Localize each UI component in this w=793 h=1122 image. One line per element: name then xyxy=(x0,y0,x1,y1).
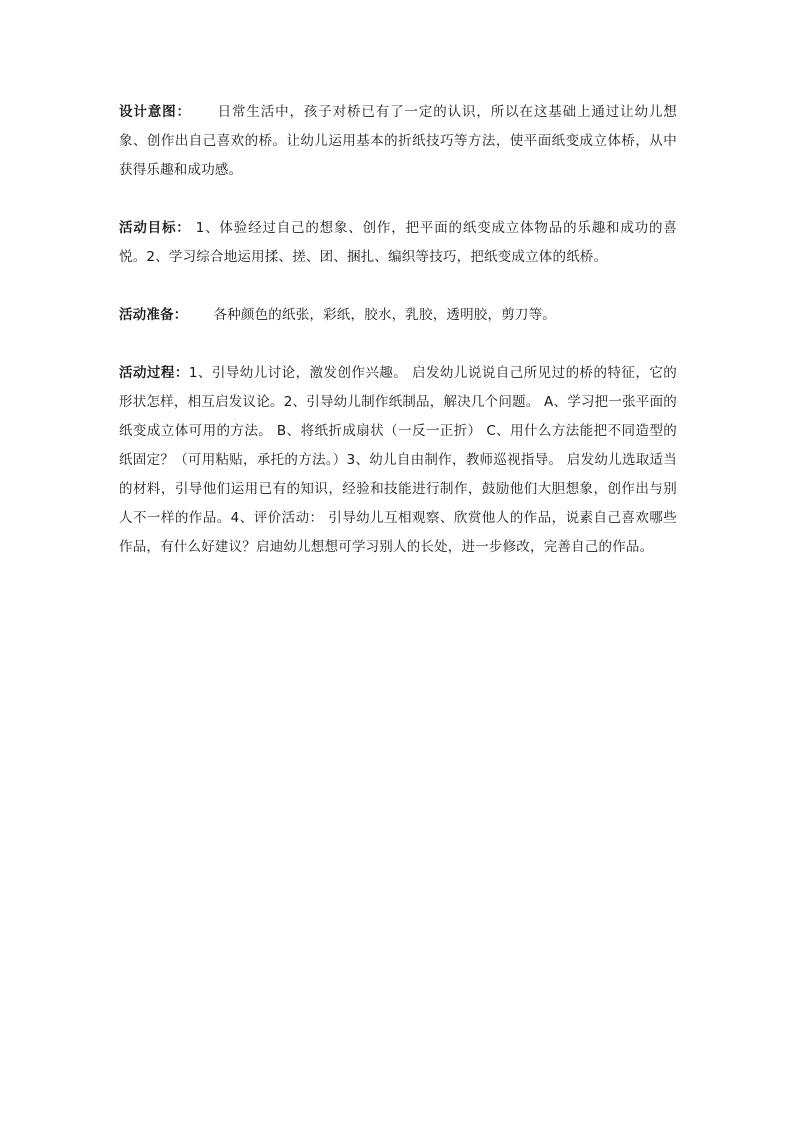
activity-goals-paragraph xyxy=(119,214,677,272)
document-page xyxy=(119,98,677,591)
design-intent-label: 设计意图： xyxy=(119,104,191,120)
design-intent-paragraph xyxy=(119,98,677,185)
activity-process-label: 活动过程： xyxy=(119,365,189,381)
activity-process-text: 1、引导幼儿讨论，激发创作兴趣。 启发幼儿说说自己所见过的桥的特征，它的形状怎样，相互启发议论。2、引导幼儿制作纸制品，解决几个问题。 A、学习把一张平面的纸变成立体可用的方法。 B、将纸折成扇状（一反一正折） C、用什么方法能把不同造型的纸固定？（可用粘贴，承托的方法。）3、幼儿自由制作，教师巡视指导。 启发幼儿选取适当的材料，引导他们运用已有的知识，经验和技能进行制作，鼓励他们大胆想象，创作出与别人不一样的作品。4、评价活动： 引导幼儿互相观察、欣赏他人的作品，说素自己喜欢哪些作品，有什么好建议？启迪幼儿想想可学习别人的长处，进一步修改，完善自己的作品。 xyxy=(119,365,677,555)
activity-preparation-label: 活动准备： xyxy=(119,307,188,323)
activity-goals-text: 1、体验经过自己的想象、创作，把平面的纸变成立体物品的乐趣和成功的喜悦。2、学习综合地运用揉、搓、团、捆扎、编织等技巧，把纸变成立体的纸桥。 xyxy=(119,220,677,265)
activity-goals-label: 活动目标： xyxy=(119,220,191,236)
activity-process-paragraph xyxy=(119,359,677,562)
activity-preparation-paragraph xyxy=(119,301,677,330)
activity-preparation-text: 各种颜色的纸张，彩纸，胶水，乳胶，透明胶，剪刀等。 xyxy=(213,307,556,323)
design-intent-text: 日常生活中，孩子对桥已有了一定的认识，所以在这基础上通过让幼儿想象、创作出自己喜欢的桥。让幼儿运用基本的折纸技巧等方法，使平面纸变成立体桥，从中获得乐趣和成功感。 xyxy=(119,104,678,178)
